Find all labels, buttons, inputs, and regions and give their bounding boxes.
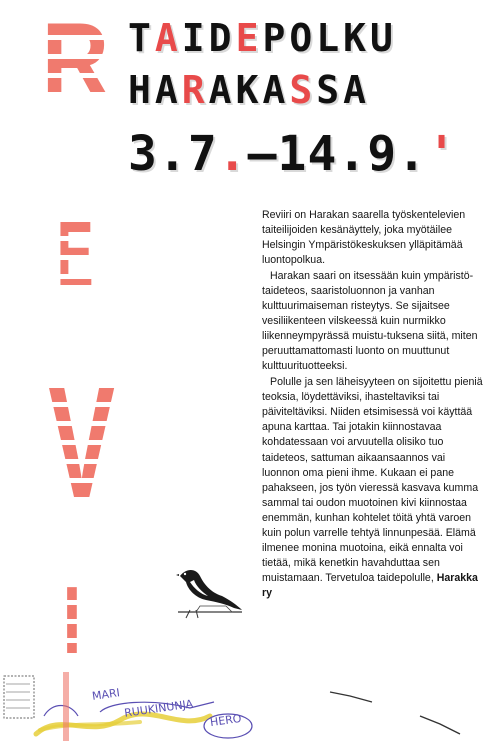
- vertical-letter-v: V: [47, 350, 116, 533]
- scribble-mari: MARI: [91, 686, 121, 703]
- body-text: [262, 208, 484, 602]
- vertical-letter-r: R: [41, 2, 110, 118]
- paragraph-island: Harakan saari on itsessään kuin ympäristö-taideteos, saaristoluonnon ja vanhan kulttuurimaiseman risteytys. Se sijaitsee vesiliikenteen vilskeessä kuin nurmikko liikenneympyrässä muistu-tuksena siitä, miten peruuttamattomasti luonto on muuttunut kulttuurituotteeksi.: [262, 270, 478, 373]
- headline-dates: 3.7.–14.9.': [128, 126, 457, 182]
- paragraph-intro: Reviiri on Harakan saarella työskentelevien taiteilijoiden kesänäyttely, joka myötäilee Helsingin Ympäristökeskuksen ylläpitämää luontopolkua.: [262, 209, 466, 267]
- magpie-illustration: [176, 562, 244, 622]
- headline-line-2: HARAKASSA: [128, 68, 371, 112]
- vertical-letter-e: E: [56, 203, 92, 305]
- scribble-ruukinunja: RUUKINUNJA: [123, 697, 194, 720]
- bottom-scribbles: [0, 672, 500, 741]
- paragraph-path: Polulle ja sen läheisyyteen on sijoitettu pieniä teoksia, löydettäviksi, ihasteltaviksi tai päiviteltäviksi. Niiden etsimisessä voi käyttää apuna karttaa. Tai jotakin kiinnostavaa kohdatessaan voi arvuutella olisiko tuo taideteos, sattuman aikaansaannos vai luonnon oma pieni ihme. Kukaan ei pane pahakseen, jos työn vieressä kasvava kumma sammal tai oudon muotoinen kivi kiinnostaa enemmän, kunhan kohtelet töitä yhtä varoen kuin polun varrelle tehtyä linnunpesää. Elämä ilmenee monina muotoina, eikä ennalta voi tietää, mikä kenetkin havahduttaa sen muistamaan. Tervetuloa taidepolulle, Harakka ry: [262, 376, 483, 599]
- vertical-letter-i: I: [62, 567, 82, 674]
- signature: Harakka ry: [262, 571, 478, 599]
- headline-line-1: TAIDEPOLKU: [128, 16, 397, 60]
- scribble-hero: HERO: [209, 711, 243, 730]
